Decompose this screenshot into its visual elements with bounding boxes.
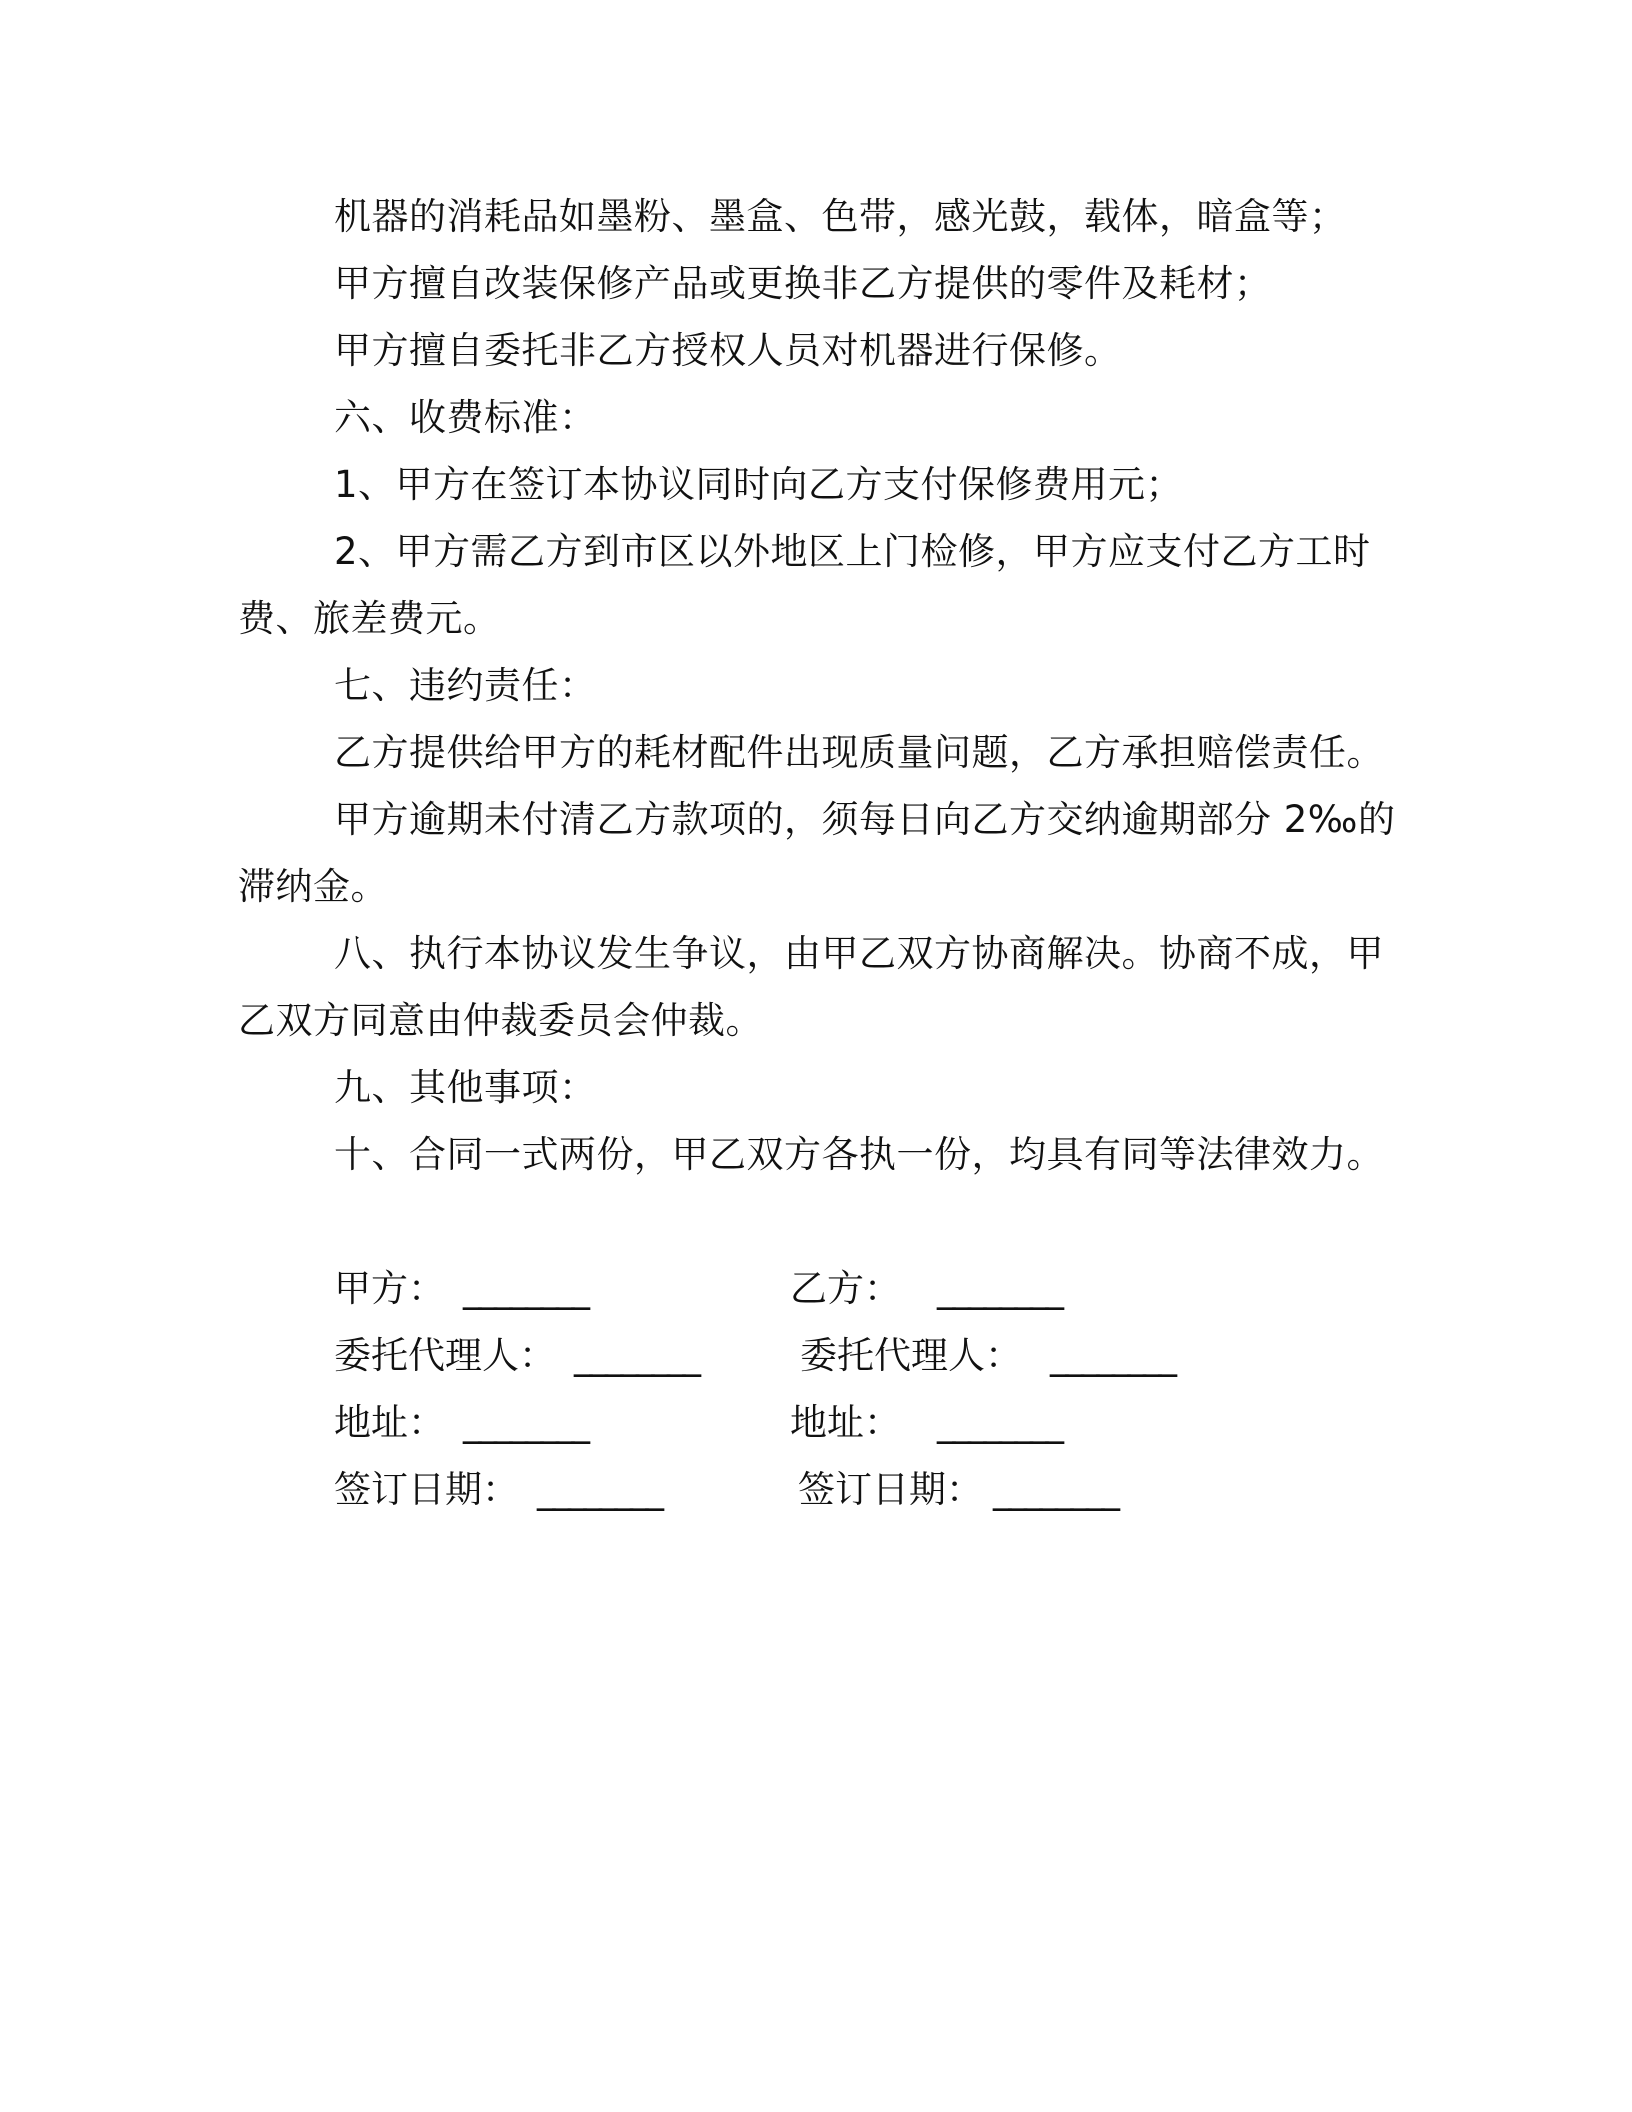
party-b-blank: ________	[937, 1267, 1061, 1310]
section-heading-breach: 七、违约责任：	[334, 664, 597, 707]
party-a-address-label: 地址：	[334, 1401, 445, 1444]
clause-line: 十、合同一式两份，甲乙双方各执一份，均具有同等法律效力。	[334, 1133, 1384, 1176]
party-b-label: 乙方：	[790, 1267, 901, 1310]
party-b-address-row	[790, 1398, 1061, 1448]
clause-line-continuation: 滞纳金。	[238, 865, 388, 908]
party-a-agent-label: 委托代理人：	[334, 1334, 556, 1377]
party-b-agent-label: 委托代理人：	[800, 1334, 1022, 1377]
party-a-blank: ________	[463, 1267, 587, 1310]
party-b-date-blank: ________	[993, 1468, 1117, 1511]
party-b-agent-blank: ________	[1050, 1334, 1174, 1377]
party-a-agent-blank: ________	[574, 1334, 698, 1377]
clause-line: 甲方擅自委托非乙方授权人员对机器进行保修。	[334, 329, 1122, 372]
party-a-date-blank: ________	[537, 1468, 661, 1511]
party-a-agent-row	[334, 1331, 698, 1381]
clause-line: 2、甲方需乙方到市区以外地区上门检修，甲方应支付乙方工时	[334, 530, 1371, 573]
clause-line: 八、执行本协议发生争议，由甲乙双方协商解决。协商不成，甲	[334, 932, 1384, 975]
clause-line: 乙方提供给甲方的耗材配件出现质量问题，乙方承担赔偿责任。	[334, 731, 1384, 774]
clause-line: 1、甲方在签订本协议同时向乙方支付保修费用元；	[334, 463, 1184, 506]
section-heading-other: 九、其他事项：	[334, 1066, 597, 1109]
party-b-address-label: 地址：	[790, 1401, 901, 1444]
party-a-label: 甲方：	[334, 1267, 445, 1310]
clause-line: 甲方逾期未付清乙方款项的，须每日向乙方交纳逾期部分 2‰的	[334, 798, 1396, 841]
clause-line-continuation: 费、旅差费元。	[238, 597, 501, 640]
clause-line: 甲方擅自改装保修产品或更换非乙方提供的零件及耗材；	[334, 262, 1272, 305]
party-a-date-label: 签订日期：	[334, 1468, 519, 1511]
party-b-address-blank: ________	[937, 1401, 1061, 1444]
section-heading-fees: 六、收费标准：	[334, 396, 597, 439]
party-a-address-blank: ________	[463, 1401, 587, 1444]
clause-line-continuation: 乙双方同意由仲裁委员会仲裁。	[238, 999, 763, 1042]
party-b-date-row	[798, 1465, 1117, 1515]
party-b-signature-row	[790, 1264, 1061, 1314]
party-a-date-row	[334, 1465, 661, 1515]
party-a-address-row	[334, 1398, 587, 1448]
party-a-signature-row	[334, 1264, 587, 1314]
clause-line: 机器的消耗品如墨粉、墨盒、色带，感光鼓，载体，暗盒等；	[334, 195, 1347, 238]
party-b-agent-row	[800, 1331, 1174, 1381]
party-b-date-label: 签订日期：	[798, 1468, 983, 1511]
